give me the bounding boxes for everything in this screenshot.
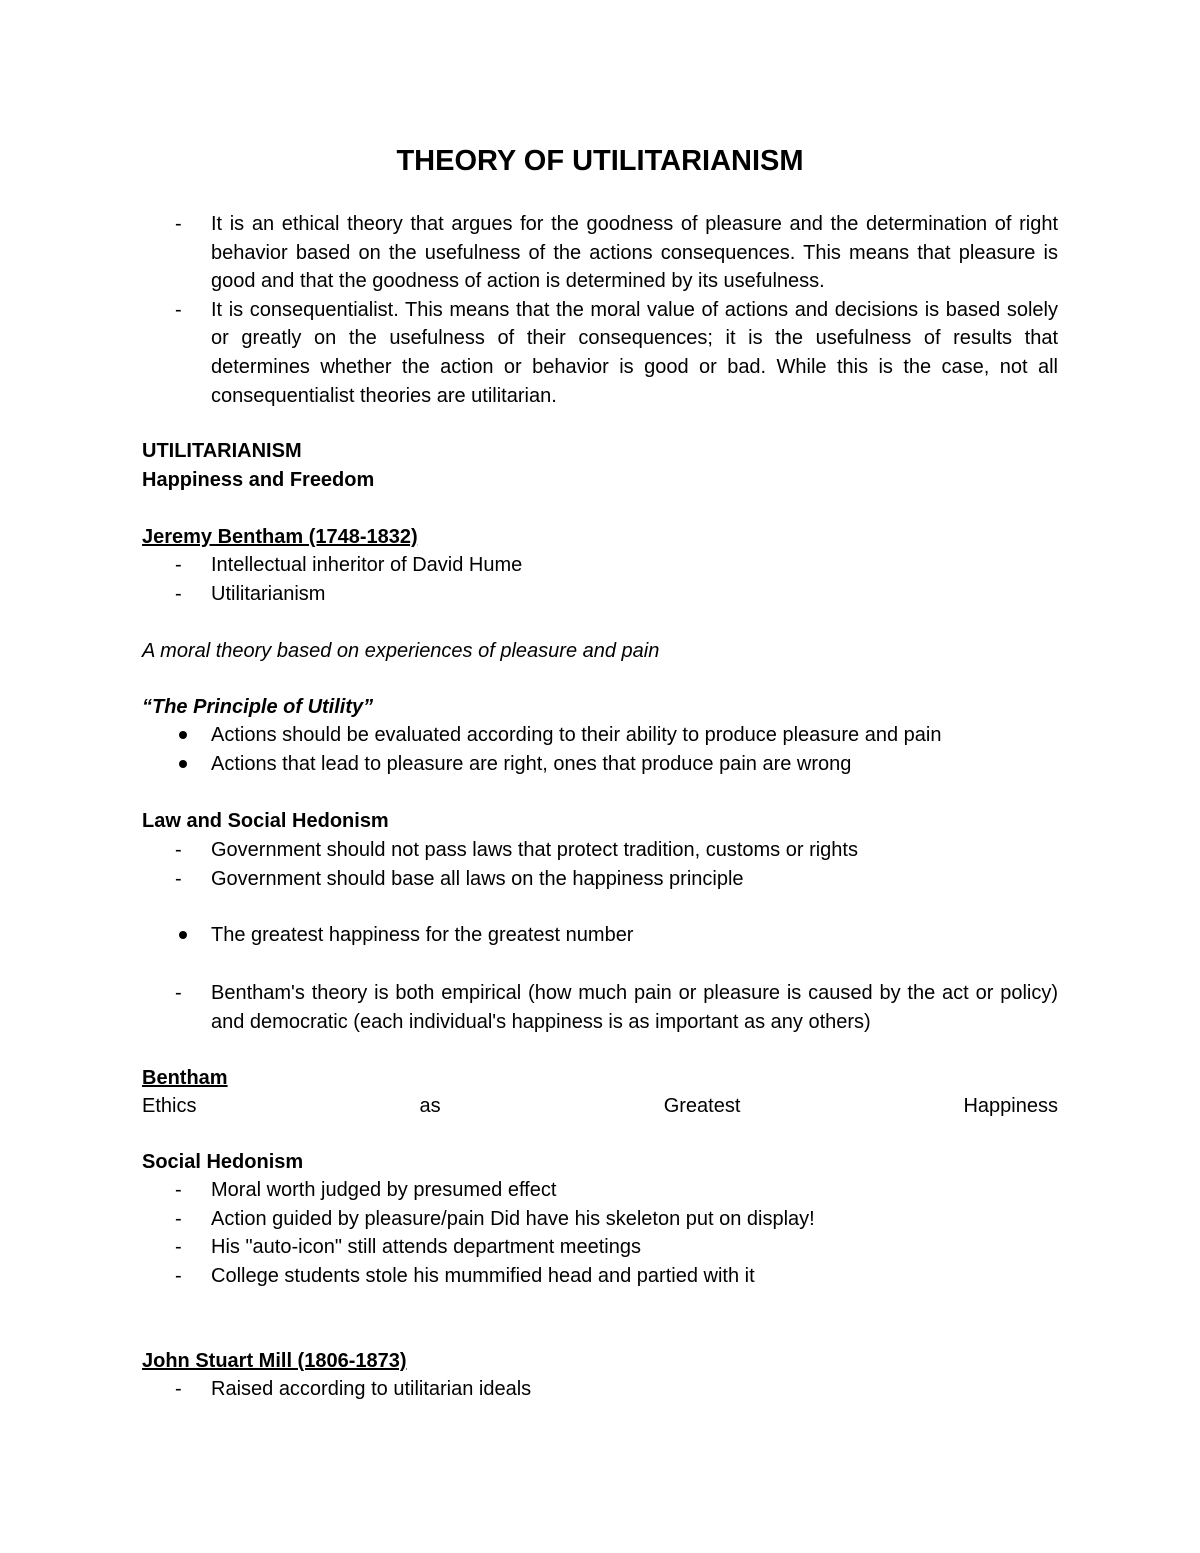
list-item: - Government should base all laws on the happiness principle	[142, 865, 1058, 894]
dash-marker: -	[175, 867, 182, 890]
bullet-dot-icon	[179, 760, 187, 768]
moral-theory-line: A moral theory based on experiences of pleasure and pain	[142, 640, 660, 662]
dash-marker: -	[175, 1236, 182, 1259]
law-list	[142, 836, 1058, 893]
dash-marker: -	[175, 213, 182, 235]
empirical-list	[142, 979, 1058, 1036]
list-item: - College students stole his mummified head and partied with it	[142, 1262, 1058, 1291]
list-item: - It is consequentialist. This means that the moral value of actions and decisions is based solely or greatly on the usefulness of their consequences; it is the usefulness of results that determines whether the action or behavior is good or bad. While this is the case, not all consequentialist theories are utilitarian.	[142, 296, 1058, 410]
section-heading-principle-of-utility: “The Principle of Utility”	[142, 696, 374, 718]
list-item: - Raised according to utilitarian ideals	[142, 1375, 1058, 1404]
dash-marker: -	[175, 1264, 182, 1287]
section-heading-john-stuart-mill: John Stuart Mill (1806-1873)	[142, 1350, 407, 1372]
greatest-happiness-list	[142, 921, 1058, 950]
dash-marker: -	[175, 839, 182, 861]
dash-marker: -	[175, 1179, 182, 1201]
dash-marker: -	[175, 582, 182, 605]
list-item: - Utilitarianism	[142, 580, 1058, 609]
justified-word: as	[419, 1095, 441, 1117]
social-hedonism-list	[142, 1176, 1058, 1290]
justified-word: Greatest	[663, 1095, 741, 1117]
list-item: Actions that lead to pleasure are right, ones that produce pain are wrong	[142, 750, 1058, 779]
dash-marker: -	[175, 1207, 182, 1230]
section-heading-bentham: Bentham	[142, 1067, 228, 1089]
mill-list	[142, 1375, 1058, 1404]
list-item: - Action guided by pleasure/pain Did have his skeleton put on display!	[142, 1205, 1058, 1234]
dash-marker: -	[175, 554, 182, 576]
dash-marker: -	[175, 1378, 182, 1400]
list-item: - His "auto-icon" still attends department meetings	[142, 1233, 1058, 1262]
bullet-dot-icon	[179, 931, 187, 939]
list-item: Actions should be evaluated according to their ability to produce pleasure and pain	[142, 721, 1058, 750]
list-item: - Moral worth judged by presumed effect	[142, 1176, 1058, 1205]
list-item: - It is an ethical theory that argues for the goodness of pleasure and the determination of right behavior based on the usefulness of the actions consequences. This means that pleasure is good and that the goodness of action is determined by its usefulness.	[142, 210, 1058, 296]
ethics-greatest-happiness-line	[142, 1092, 1058, 1120]
section-heading-utilitarianism: UTILITARIANISM	[142, 440, 302, 462]
dash-marker: -	[175, 982, 182, 1004]
section-subheading-happiness-freedom: Happiness and Freedom	[142, 469, 375, 491]
list-item: - Intellectual inheritor of David Hume	[142, 551, 1058, 580]
dash-marker: -	[175, 298, 182, 321]
section-heading-social-hedonism: Social Hedonism	[142, 1151, 304, 1173]
principle-list	[142, 721, 1058, 778]
intro-list	[142, 210, 1058, 410]
justified-word: Ethics	[142, 1095, 197, 1117]
section-heading-jeremy-bentham: Jeremy Bentham (1748-1832)	[142, 526, 418, 548]
list-item: - Government should not pass laws that protect tradition, customs or rights	[142, 836, 1058, 865]
bentham-list	[142, 551, 1058, 608]
list-item: - Bentham's theory is both empirical (how much pain or pleasure is caused by the act or policy) and democratic (each individual's happiness is as important as any others)	[142, 979, 1058, 1036]
section-heading-law-social-hedonism: Law and Social Hedonism	[142, 810, 389, 832]
justified-word: Happiness	[963, 1095, 1058, 1117]
bullet-dot-icon	[179, 731, 187, 739]
page-title: THEORY OF UTILITARIANISM	[396, 145, 804, 177]
list-item: The greatest happiness for the greatest number	[142, 921, 1058, 950]
